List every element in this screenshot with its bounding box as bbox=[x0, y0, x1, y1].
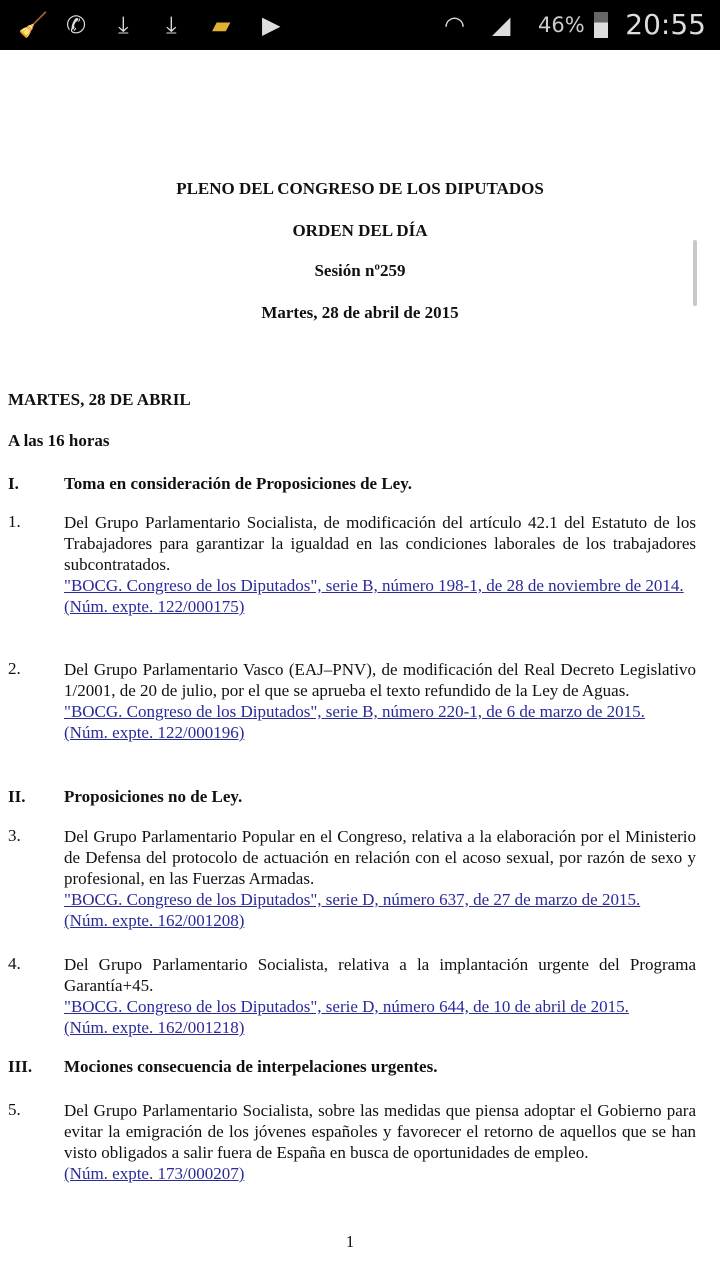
signal-icon: ◢ bbox=[492, 11, 511, 39]
section-number: I. bbox=[8, 474, 19, 493]
agenda-item bbox=[64, 954, 696, 1038]
download-icon: ⤓ bbox=[166, 11, 177, 39]
wifi-icon: ◠ bbox=[444, 11, 465, 39]
expte-link[interactable]: (Núm. expte. 122/000175) bbox=[64, 597, 245, 616]
expte-link[interactable]: (Núm. expte. 173/000207) bbox=[64, 1164, 245, 1183]
bocg-link[interactable]: "BOCG. Congreso de los Diputados", serie D, número 637, de 27 de marzo de 2015. bbox=[64, 890, 641, 909]
expte-link[interactable]: (Núm. expte. 162/001218) bbox=[64, 1018, 245, 1037]
section-number: II. bbox=[8, 787, 26, 806]
scrollbar[interactable] bbox=[693, 240, 697, 306]
section-number: III. bbox=[8, 1057, 33, 1076]
expte-link[interactable]: (Núm. expte. 162/001208) bbox=[64, 911, 245, 930]
agenda-item bbox=[64, 1100, 696, 1184]
item-number: 1. bbox=[8, 512, 21, 531]
battery-icon bbox=[594, 12, 608, 38]
download-icon: ⤓ bbox=[118, 11, 129, 39]
item-number: 2. bbox=[8, 659, 21, 678]
section-title: Toma en consideración de Proposiciones de Ley. bbox=[64, 474, 413, 493]
status-bar bbox=[0, 0, 720, 50]
bocg-link[interactable]: "BOCG. Congreso de los Diputados", serie B, número 198-1, de 28 de noviembre de 2014. bbox=[64, 576, 684, 595]
file-manager-icon: ▰ bbox=[212, 11, 231, 39]
agenda-item bbox=[64, 826, 696, 931]
doc-subtitle: ORDEN DEL DÍA bbox=[292, 221, 428, 240]
whatsapp-icon: ✆ bbox=[66, 11, 87, 39]
section-title: Proposiciones no de Ley. bbox=[64, 787, 243, 806]
day-heading: MARTES, 28 DE ABRIL bbox=[8, 390, 191, 409]
battery-percent: 46% bbox=[538, 13, 585, 37]
session-date: Martes, 28 de abril de 2015 bbox=[261, 303, 459, 322]
time-heading: A las 16 horas bbox=[8, 431, 110, 450]
item-text: Del Grupo Parlamentario Socialista, relativa a la implantación urgente del Programa Garantía+45. bbox=[64, 955, 696, 995]
doc-title: PLENO DEL CONGRESO DE LOS DIPUTADOS bbox=[176, 179, 544, 198]
clock: 20:55 bbox=[625, 8, 706, 41]
session-number: Sesión nº259 bbox=[314, 261, 406, 280]
item-text: Del Grupo Parlamentario Socialista, de modificación del artículo 42.1 del Estatuto de los Trabajadores para garantizar la igualdad en las condiciones laborales de los trabajadores subcontratados. bbox=[64, 513, 696, 574]
agenda-item bbox=[64, 512, 696, 617]
item-number: 5. bbox=[8, 1100, 21, 1119]
cleaner-icon: 🧹 bbox=[18, 11, 48, 39]
item-text: Del Grupo Parlamentario Socialista, sobre las medidas que piensa adoptar el Gobierno para evitar la emigración de los jóvenes españoles y favorecer el retorno de aquellos que se han visto obligados a salir fuera de España en busca de oportunidades de empleo. bbox=[64, 1101, 696, 1162]
agenda-item bbox=[64, 659, 696, 743]
expte-link[interactable]: (Núm. expte. 122/000196) bbox=[64, 723, 245, 742]
item-number: 3. bbox=[8, 826, 21, 845]
section-title: Mociones consecuencia de interpelaciones urgentes. bbox=[64, 1057, 438, 1076]
item-text: Del Grupo Parlamentario Popular en el Congreso, relativa a la elaboración por el Ministerio de Defensa del protocolo de actuación en relación con el acoso sexual, por razón de sexo y profesional, en las Fuerzas Armadas. bbox=[64, 827, 696, 888]
page-number: 1 bbox=[345, 1232, 355, 1251]
item-text: Del Grupo Parlamentario Vasco (EAJ–PNV), de modificación del Real Decreto Legislativo 1/2001, de 20 de julio, por el que se aprueba el texto refundido de la Ley de Aguas. bbox=[64, 660, 696, 700]
play-store-icon: ▶ bbox=[262, 11, 281, 39]
item-number: 4. bbox=[8, 954, 21, 973]
bocg-link[interactable]: "BOCG. Congreso de los Diputados", serie B, número 220-1, de 6 de marzo de 2015. bbox=[64, 702, 645, 721]
bocg-link[interactable]: "BOCG. Congreso de los Diputados", serie D, número 644, de 10 de abril de 2015. bbox=[64, 997, 629, 1016]
